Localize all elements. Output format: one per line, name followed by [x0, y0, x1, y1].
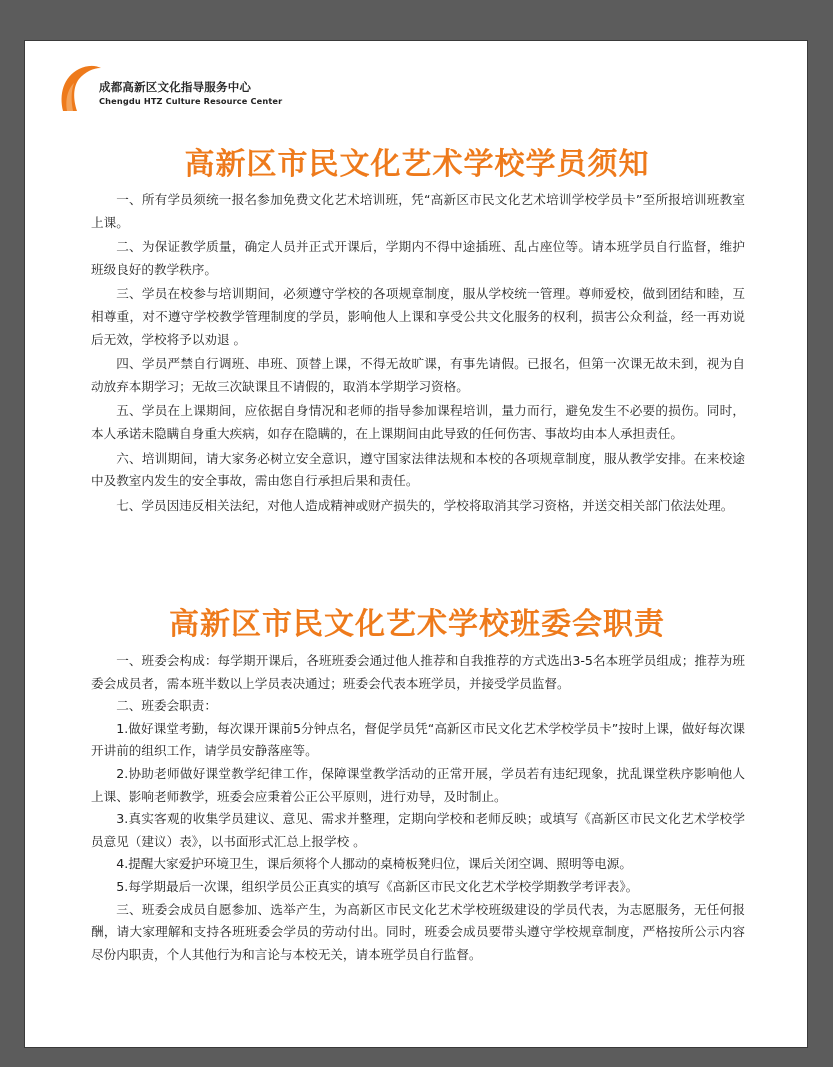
section1-paragraph: 二、为保证教学质量，确定人员并正式开课后，学期内不得中途插班、乱占座位等。请本班学员自行监督，维护班级良好的教学秩序。 — [91, 239, 745, 277]
section1-body — [91, 189, 745, 519]
section1-title: 高新区市民文化艺术学校学员须知 — [184, 147, 650, 182]
section1-paragraph: 七、学员因违反相关法纪，对他人造成精神或财产损失的，学校将取消其学习资格，并送交相关部门依法处理。 — [116, 497, 734, 513]
section2-paragraph: 1.做好课堂考勤，每次课开课前5分钟点名，督促学员凭“高新区市民文化艺术学校学员卡”按时上课，做好每次课开讲前的组织工作，请学员安静落座等。 — [91, 720, 745, 759]
section1-paragraph: 四、学员严禁自行调班、串班、顶替上课，不得无故旷课，有事先请假。已报名，但第一次课无故未到，视为自动放弃本期学习；无故三次缺课且不请假的，取消本学期学习资格。 — [91, 356, 745, 394]
section1-paragraph: 六、培训期间，请大家务必树立安全意识，遵守国家法律法规和本校的各项规章制度，服从教学安排。在来校途中及教室内发生的安全事故，需由您自行承担后果和责任。 — [91, 450, 745, 489]
section2-paragraph: 5.每学期最后一次课，组织学员公正真实的填写《高新区市民文化艺术学校学期教学考评表》。 — [116, 878, 639, 894]
section1-paragraph: 五、学员在上课期间，应依据自身情况和老师的指导参加课程培训，量力而行，避免发生不必要的损伤。同时，本人承诺未隐瞒自身重大疾病，如存在隐瞒的，在上课期间由此导致的任何伤害、事故均由本人承担责任。 — [91, 403, 745, 441]
section2-paragraph: 一、班委会构成：每学期开课后，各班班委会通过他人推荐和自我推荐的方式选出3-5名本班学员组成；推荐为班委会成员者，需本班半数以上学员表决通过；班委会代表本班学员，并接受学员监督。 — [91, 653, 745, 691]
section2-paragraph: 4.提醒大家爱护环境卫生，课后须将个人挪动的桌椅板凳归位，课后关闭空调、照明等电源。 — [116, 856, 632, 872]
section2-paragraph: 3.真实客观的收集学员建议、意见、需求并整理，定期向学校和老师反映；或填写《高新区市民文化艺术学校学员意见（建议）表》，以书面形式汇总上报学校 。 — [91, 811, 745, 849]
section2-paragraph: 2.协助老师做好课堂教学纪律工作，保障课堂教学活动的正常开展，学员若有违纪现象，扰乱课堂秩序影响他人上课、影响老师教学，班委会应秉着公正公平原则，进行劝导，及时制止。 — [91, 765, 745, 804]
logo — [57, 59, 317, 115]
logo-name-en: Chengdu HTZ Culture Resource Center — [99, 96, 283, 106]
section2-paragraph: 二、班委会职责： — [116, 698, 217, 714]
section1-paragraph: 三、学员在校参与培训期间，必须遵守学校的各项规章制度，服从学校统一管理。尊师爱校，做到团结和睦，互相尊重，对不遵守学校教学管理制度的学员，影响他人上课和享受公共文化服务的权利，损害公众利益，经一再劝说后无效，学校将予以劝退 。 — [91, 286, 745, 347]
logo-swoosh-icon — [57, 59, 105, 115]
section2-paragraph: 三、班委会成员自愿参加、选举产生，为高新区市民文化艺术学校班级建设的学员代表，为志愿服务，无任何报酬，请大家理解和支持各班班委会学员的劳动付出。同时，班委会成员要带头遵守学校规章制度，严格按所公示内容尽份内职责，个人其他行为和言论与本校无关，请本班学员自行监督。 — [91, 901, 745, 962]
section2-body — [91, 650, 745, 966]
document-page — [24, 40, 808, 1048]
section2-title: 高新区市民文化艺术学校班委会职责 — [169, 607, 665, 642]
section1-paragraph: 一、所有学员须统一报名参加免费文化艺术培训班，凭“高新区市民文化艺术培训学校学员卡”至所报培训班教室上课。 — [91, 192, 745, 230]
logo-name-cn: 成都高新区文化指导服务中心 — [99, 80, 252, 94]
